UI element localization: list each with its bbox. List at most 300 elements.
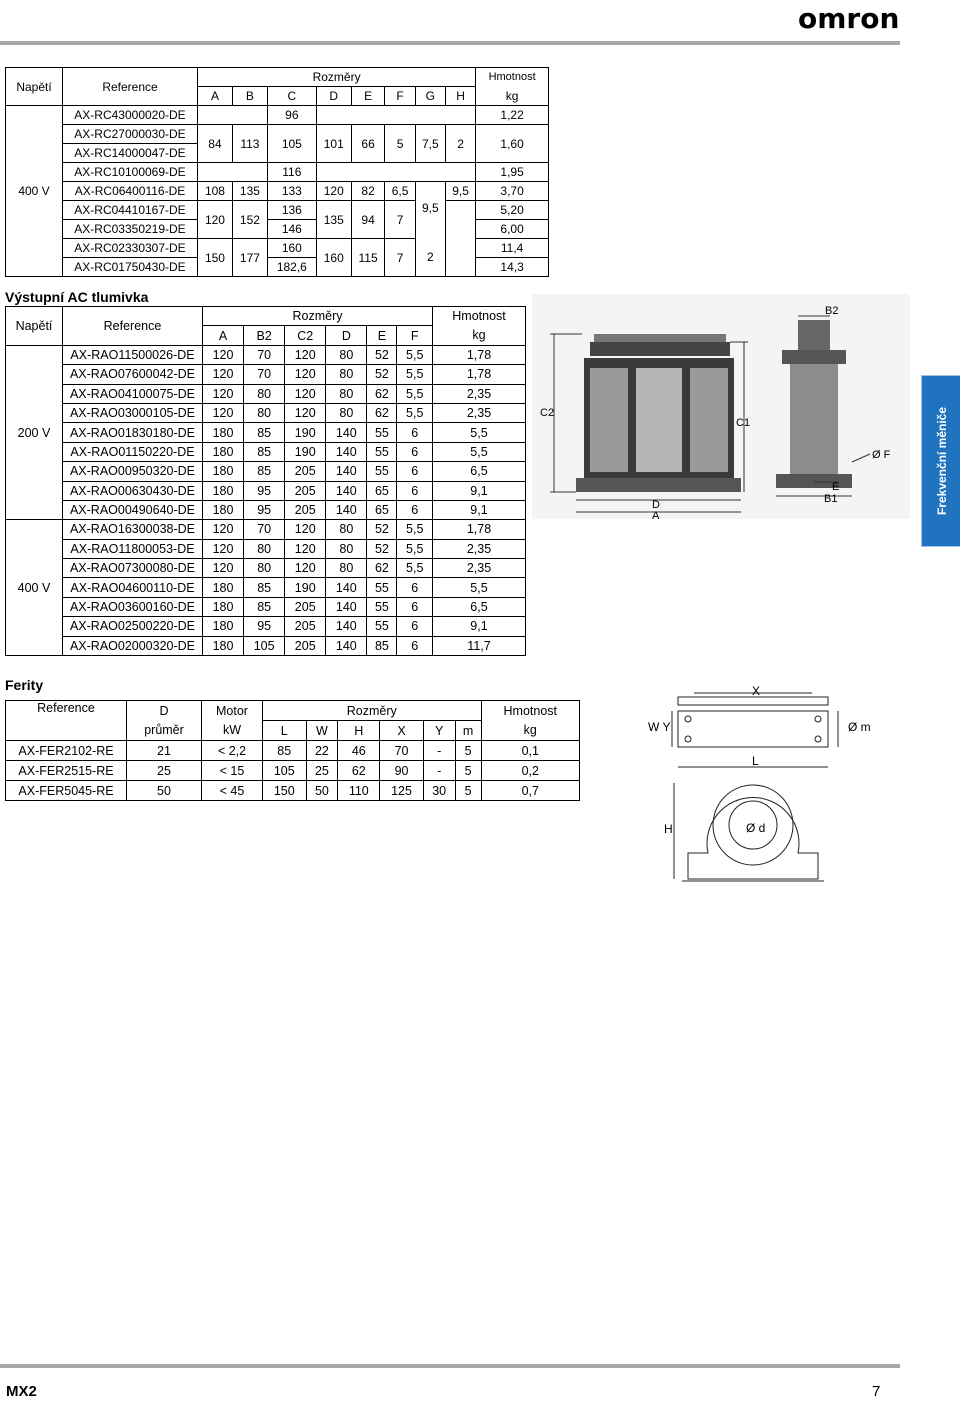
table-row — [6, 384, 526, 403]
cell: 2 — [445, 125, 475, 163]
cell-weight: 1,22 — [476, 106, 549, 125]
cell: 140 — [326, 462, 367, 481]
cell: 6 — [397, 481, 433, 500]
cell: 84 — [198, 125, 233, 163]
cell-reference: AX-RAO00490640-DE — [63, 500, 203, 519]
cell: - — [423, 761, 455, 781]
cell: 25 — [127, 761, 202, 781]
cell: 180 — [203, 578, 244, 597]
cell: 80 — [244, 403, 285, 422]
cell: 85 — [263, 741, 307, 761]
cell: 55 — [367, 597, 397, 616]
cell: 7 — [385, 239, 415, 277]
cell: 180 — [203, 481, 244, 500]
cell: 0,7 — [481, 781, 579, 801]
cell: 182,6 — [267, 258, 316, 277]
cell: 62 — [367, 403, 397, 422]
cell: 5 — [455, 761, 481, 781]
table-row — [6, 559, 526, 578]
cell: 6 — [397, 423, 433, 442]
cell: 80 — [244, 539, 285, 558]
cell: 190 — [285, 578, 326, 597]
cell-reference: AX-RAO02000320-DE — [63, 636, 203, 655]
cell-reference: AX-RAO02500220-DE — [63, 617, 203, 636]
cell: 5 — [385, 125, 415, 163]
cell: 180 — [203, 617, 244, 636]
cell: 140 — [326, 442, 367, 461]
ac-reactor-drawing — [532, 294, 910, 519]
col-header-rozmery: Rozměry — [198, 68, 476, 87]
cell: 110 — [338, 781, 380, 801]
cell: 135 — [232, 182, 267, 201]
cell: 205 — [285, 617, 326, 636]
label-x: X — [752, 684, 761, 698]
cell: 9,1 — [433, 617, 526, 636]
table-row — [6, 578, 526, 597]
cell: - — [423, 741, 455, 761]
col-e: E — [367, 326, 397, 345]
cell: 120 — [285, 345, 326, 364]
cell-reference: AX-RAO00950320-DE — [63, 462, 203, 481]
cell: < 45 — [202, 781, 263, 801]
cell: 180 — [203, 462, 244, 481]
table-row-ref: AX-RC03350219-DE — [63, 220, 198, 239]
cell: 152 — [232, 201, 267, 239]
cell: 140 — [326, 578, 367, 597]
cell: 120 — [285, 403, 326, 422]
col-header-hmotnost: Hmotnost — [476, 68, 549, 87]
cell: 80 — [326, 559, 367, 578]
cell: 96 — [267, 106, 316, 125]
cell: 70 — [244, 520, 285, 539]
cell: 140 — [326, 597, 367, 616]
label-d: D — [652, 499, 660, 511]
cell: 6 — [397, 617, 433, 636]
cell: 85 — [244, 423, 285, 442]
cell: 52 — [367, 520, 397, 539]
cell: 6 — [397, 442, 433, 461]
reactor-base — [576, 478, 741, 492]
ferrite-top-plate — [678, 697, 828, 705]
cell: 120 — [285, 559, 326, 578]
label-b1: B1 — [824, 493, 838, 505]
cell: 120 — [316, 182, 351, 201]
table-row — [6, 345, 526, 364]
cell: 65 — [367, 500, 397, 519]
cell: 120 — [285, 520, 326, 539]
col-d: D — [326, 326, 367, 345]
cell: 0,1 — [481, 741, 579, 761]
cell: 80 — [326, 384, 367, 403]
cell: 140 — [326, 481, 367, 500]
omron-logo: omron — [798, 2, 900, 35]
cell: 2,35 — [433, 384, 526, 403]
cell-reference: AX-FER2102-RE — [6, 741, 127, 761]
cell: 105 — [267, 125, 316, 163]
cell: 5,5 — [433, 423, 526, 442]
table-row — [6, 462, 526, 481]
cell: 80 — [326, 403, 367, 422]
cell: 190 — [285, 442, 326, 461]
cell: 120 — [285, 539, 326, 558]
col-b: B — [232, 87, 267, 106]
cell: 5,5 — [433, 578, 526, 597]
col-w: W — [306, 721, 338, 741]
col-g: G — [415, 87, 445, 106]
ferrite-table — [5, 700, 580, 801]
cell: 1,78 — [433, 365, 526, 384]
col-header-prumer: průměr — [127, 721, 202, 741]
cell: 22 — [306, 741, 338, 761]
cell: 95 — [244, 500, 285, 519]
col-a: A — [198, 87, 233, 106]
cell: 140 — [326, 636, 367, 655]
cell: 9,1 — [433, 481, 526, 500]
cell-reference: AX-RAO11500026-DE — [63, 345, 203, 364]
footer-series: MX2 — [6, 1383, 37, 1400]
cell: 108 — [198, 182, 233, 201]
cell: 85 — [367, 636, 397, 655]
cell: 5,5 — [397, 520, 433, 539]
cell: 120 — [203, 520, 244, 539]
cell: 7 — [385, 201, 415, 239]
cell: 55 — [367, 442, 397, 461]
cell-reference: AX-RAO16300038-DE — [63, 520, 203, 539]
cell: 136 — [267, 201, 316, 220]
cell: 80 — [326, 539, 367, 558]
cell: 177 — [232, 239, 267, 277]
label-e: E — [832, 481, 840, 493]
col-c2: C2 — [285, 326, 326, 345]
cell: 5,5 — [397, 384, 433, 403]
cell-reference: AX-RAO00630430-DE — [63, 481, 203, 500]
cell-weight: 1,95 — [476, 163, 549, 182]
cell: 50 — [127, 781, 202, 801]
cell: 25 — [306, 761, 338, 781]
cell: 160 — [316, 239, 351, 277]
rc-filter-table — [5, 67, 549, 277]
col-header-hmotnost: Hmotnost — [433, 307, 526, 326]
cell: 95 — [244, 617, 285, 636]
cell-reference: AX-RAO03600160-DE — [63, 597, 203, 616]
col-kg: kg — [476, 87, 549, 106]
col-header-rozmery: Rozměry — [203, 307, 433, 326]
header-rule — [0, 41, 900, 45]
cell-reference: AX-FER2515-RE — [6, 761, 127, 781]
cell: 5,5 — [397, 539, 433, 558]
cell: 6,5 — [433, 462, 526, 481]
ferrite-front-view — [688, 797, 818, 879]
cell-weight: 3,70 — [476, 182, 549, 201]
ferrite-drawing — [648, 683, 878, 893]
cell: 2,35 — [433, 403, 526, 422]
cell-reference: AX-FER5045-RE — [6, 781, 127, 801]
cell: 105 — [244, 636, 285, 655]
col-kg: kg — [433, 326, 526, 345]
cell: 46 — [338, 741, 380, 761]
col-kg: kg — [481, 721, 579, 741]
reactor-side-terminal — [798, 320, 830, 350]
cell: 0,2 — [481, 761, 579, 781]
cell: 62 — [367, 384, 397, 403]
reactor-coil-right — [690, 368, 728, 472]
cell: 125 — [380, 781, 424, 801]
label-m: Ø m — [848, 720, 871, 734]
cell: 5,5 — [433, 442, 526, 461]
cell: 50 — [306, 781, 338, 801]
col-f: F — [385, 87, 415, 106]
table-row-ref: AX-RC02330307-DE — [63, 239, 198, 258]
cell: 120 — [203, 403, 244, 422]
col-h: H — [445, 87, 475, 106]
cell-reference: AX-RAO03000105-DE — [63, 403, 203, 422]
label-d: Ø d — [746, 821, 766, 835]
col-header-kw: kW — [202, 721, 263, 741]
cell: 62 — [338, 761, 380, 781]
cell: 85 — [244, 462, 285, 481]
cell: 140 — [326, 423, 367, 442]
cell: 205 — [285, 481, 326, 500]
col-e: E — [351, 87, 385, 106]
cell: 6 — [397, 636, 433, 655]
cell: 6 — [397, 578, 433, 597]
cell: 9,5 — [445, 182, 475, 201]
col-h: H — [338, 721, 380, 741]
cell: 135 — [316, 201, 351, 239]
cell: 1,78 — [433, 345, 526, 364]
cell: 7,5 — [415, 125, 445, 163]
cell-weight: 11,4 — [476, 239, 549, 258]
cell: 120 — [203, 345, 244, 364]
cell: 205 — [285, 500, 326, 519]
label-h: H — [664, 822, 673, 836]
cell: 180 — [203, 597, 244, 616]
col-header-napeti: Napětí — [6, 307, 63, 346]
cell: 116 — [267, 163, 316, 182]
table-row — [6, 442, 526, 461]
cell: 120 — [203, 559, 244, 578]
cell: 9,1 — [433, 500, 526, 519]
col-l: L — [263, 721, 307, 741]
table-row — [6, 520, 526, 539]
cell: 6 — [397, 500, 433, 519]
cell: 21 — [127, 741, 202, 761]
cell: 30 — [423, 781, 455, 801]
table-row — [6, 636, 526, 655]
cell: 90 — [380, 761, 424, 781]
cell: 80 — [326, 520, 367, 539]
cell: 120 — [285, 384, 326, 403]
reactor-coil-mid — [636, 368, 682, 472]
table-row-ref: AX-RC04410167-DE — [63, 201, 198, 220]
cell: 55 — [367, 578, 397, 597]
cell: 146 — [267, 220, 316, 239]
col-header-rozmery: Rozměry — [263, 701, 482, 721]
cell: 6 — [397, 597, 433, 616]
label-l: L — [752, 754, 759, 768]
cell: 205 — [285, 636, 326, 655]
col-header-reference: Reference — [63, 307, 203, 346]
cell: 52 — [367, 365, 397, 384]
cell-reference: AX-RAO04600110-DE — [63, 578, 203, 597]
col-header-d: D — [127, 701, 202, 721]
cell: < 15 — [202, 761, 263, 781]
table-row — [6, 617, 526, 636]
cell: 120 — [285, 365, 326, 384]
cell: 5,5 — [397, 345, 433, 364]
cell-weight: 6,00 — [476, 220, 549, 239]
cell: 80 — [326, 365, 367, 384]
voltage-cell: 200 V — [6, 345, 63, 520]
cell: 2,35 — [433, 559, 526, 578]
reactor-side-top — [782, 350, 846, 364]
voltage-cell: 400 V — [6, 106, 63, 277]
cell: 180 — [203, 442, 244, 461]
table-row — [6, 481, 526, 500]
cell: 6,5 — [385, 182, 415, 201]
cell: 180 — [203, 636, 244, 655]
cell: 55 — [367, 462, 397, 481]
table-row-ref: AX-RC01750430-DE — [63, 258, 198, 277]
cell: 133 — [267, 182, 316, 201]
cell: 2 — [415, 239, 445, 277]
cell: 70 — [244, 365, 285, 384]
table-row — [6, 365, 526, 384]
side-tab-label: Frekvenční měniče — [934, 406, 949, 516]
table-row — [6, 403, 526, 422]
label-c2: C2 — [540, 407, 555, 419]
cell: 52 — [367, 345, 397, 364]
cell: 205 — [285, 597, 326, 616]
cell: 5 — [455, 781, 481, 801]
table-row — [6, 597, 526, 616]
col-b2: B2 — [244, 326, 285, 345]
cell: 5,5 — [397, 365, 433, 384]
col-x: X — [380, 721, 424, 741]
cell-reference: AX-RAO01830180-DE — [63, 423, 203, 442]
col-a: A — [203, 326, 244, 345]
cell: 101 — [316, 125, 351, 163]
cell: 70 — [380, 741, 424, 761]
cell: 180 — [203, 423, 244, 442]
cell: 120 — [203, 365, 244, 384]
cell: 140 — [326, 500, 367, 519]
cell-reference: AX-RAO01150220-DE — [63, 442, 203, 461]
cell: 205 — [285, 462, 326, 481]
label-f: Ø F — [872, 449, 891, 461]
table-row — [6, 761, 580, 781]
label-b2: B2 — [825, 305, 839, 317]
cell-weight: 14,3 — [476, 258, 549, 277]
cell-weight: 5,20 — [476, 201, 549, 220]
cell: 85 — [244, 442, 285, 461]
table-row-ref: AX-RC06400116-DE — [63, 182, 198, 201]
cell: 140 — [326, 617, 367, 636]
col-header-reference: Reference — [6, 701, 127, 741]
col-header-hmotnost: Hmotnost — [481, 701, 579, 721]
cell: 150 — [198, 239, 233, 277]
cell: 55 — [367, 617, 397, 636]
reactor-side-base — [776, 474, 852, 488]
col-c: C — [267, 87, 316, 106]
cell-weight: 1,60 — [476, 125, 549, 163]
table-row-ref: AX-RC43000020-DE — [63, 106, 198, 125]
reactor-side-coil — [790, 364, 838, 474]
cell: 65 — [367, 481, 397, 500]
voltage-cell: 400 V — [6, 520, 63, 656]
cell: 80 — [244, 384, 285, 403]
cell: 6,5 — [433, 597, 526, 616]
cell: 113 — [232, 125, 267, 163]
label-c1: C1 — [736, 417, 751, 429]
cell: 5,5 — [397, 559, 433, 578]
col-f: F — [397, 326, 433, 345]
section-title-ac-reactor: Výstupní AC tlumivka — [5, 289, 149, 305]
reactor-coil-left — [590, 368, 628, 472]
table-row-ref: AX-RC14000047-DE — [63, 144, 198, 163]
cell: 62 — [367, 559, 397, 578]
cell: 120 — [203, 539, 244, 558]
cell: 11,7 — [433, 636, 526, 655]
table-row — [6, 781, 580, 801]
section-side-tab — [921, 375, 960, 547]
cell: 5 — [455, 741, 481, 761]
cell: 2,35 — [433, 539, 526, 558]
reactor-terminals — [594, 334, 726, 342]
table-row-ref: AX-RC10100069-DE — [63, 163, 198, 182]
cell: 120 — [198, 201, 233, 239]
table-row — [6, 539, 526, 558]
cell: 150 — [263, 781, 307, 801]
table-row-ref: AX-RC27000030-DE — [63, 125, 198, 144]
ac-reactor-table — [5, 306, 526, 656]
cell: 9,5 — [415, 201, 445, 239]
cell: 1,78 — [433, 520, 526, 539]
footer-rule — [0, 1364, 900, 1368]
table-row — [6, 741, 580, 761]
table-row — [6, 500, 526, 519]
col-m: m — [455, 721, 481, 741]
cell: 85 — [244, 578, 285, 597]
cell-reference: AX-RAO07600042-DE — [63, 365, 203, 384]
cell: 105 — [263, 761, 307, 781]
reactor-terminal-bar — [590, 342, 730, 356]
col-header-reference: Reference — [63, 68, 198, 106]
cell: < 2,2 — [202, 741, 263, 761]
col-header-napeti: Napětí — [6, 68, 63, 106]
ferrite-top-view — [678, 711, 828, 747]
label-a: A — [652, 510, 660, 519]
cell: 5,5 — [397, 403, 433, 422]
cell: 80 — [326, 345, 367, 364]
cell-reference: AX-RAO11800053-DE — [63, 539, 203, 558]
cell: 85 — [244, 597, 285, 616]
cell: 120 — [203, 384, 244, 403]
cell: 52 — [367, 539, 397, 558]
cell: 66 — [351, 125, 385, 163]
cell: 70 — [244, 345, 285, 364]
col-header-motor: Motor — [202, 701, 263, 721]
col-y: Y — [423, 721, 455, 741]
label-wy: W Y — [648, 720, 671, 734]
cell: 160 — [267, 239, 316, 258]
col-d: D — [316, 87, 351, 106]
cell: 190 — [285, 423, 326, 442]
cell-reference: AX-RAO04100075-DE — [63, 384, 203, 403]
cell: 55 — [367, 423, 397, 442]
table-row — [6, 423, 526, 442]
cell: 94 — [351, 201, 385, 239]
